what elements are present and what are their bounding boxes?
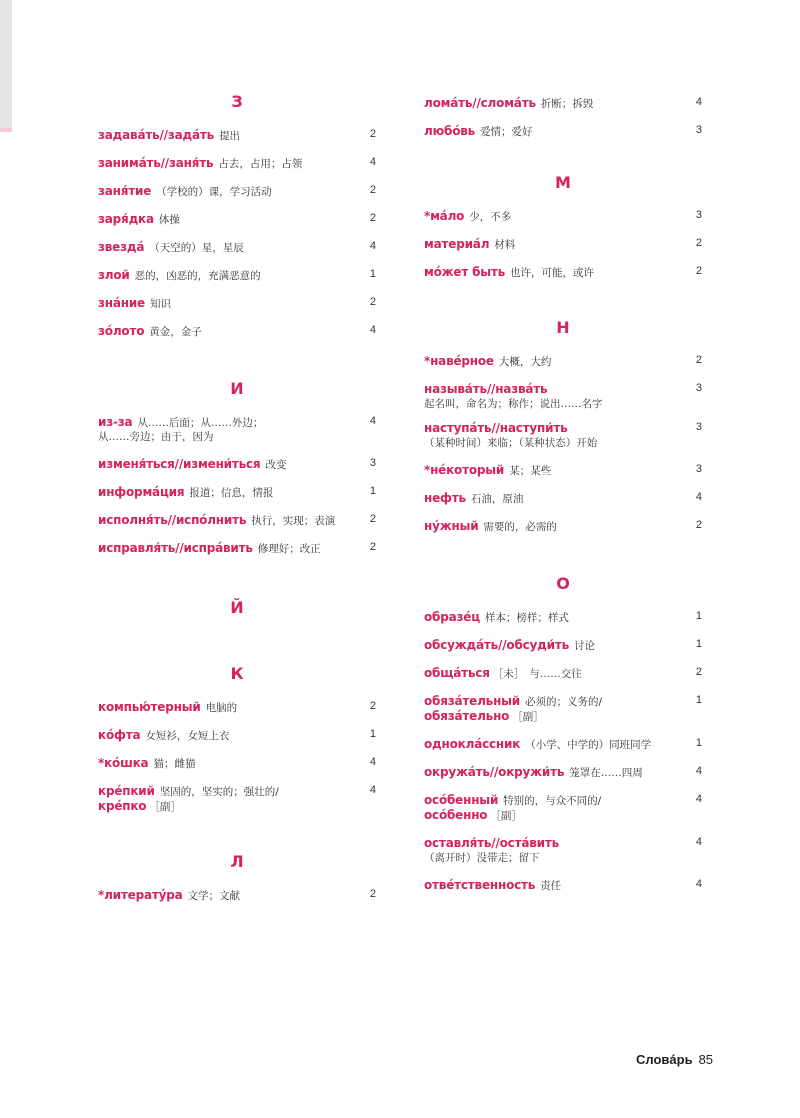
- lesson-number: 1: [369, 728, 376, 740]
- dictionary-entry: [424, 694, 702, 724]
- dictionary-entry: [424, 96, 702, 111]
- entry-word: зóлото: [98, 324, 145, 338]
- dictionary-entry: [98, 513, 376, 528]
- entry-word: заря́дка: [98, 212, 154, 226]
- entry-translation: （天空的）星，星辰: [149, 242, 244, 254]
- entry-word: ломáть//сломáть: [424, 96, 536, 110]
- lesson-number: 4: [369, 240, 376, 252]
- dictionary-entry: [98, 728, 376, 743]
- entry-word: занимáть//заня́ть: [98, 156, 214, 170]
- dictionary-entry: [424, 421, 702, 450]
- entry-translation: 黄金，金子: [149, 326, 202, 338]
- entry-word: любóвь: [424, 124, 476, 138]
- dictionary-entry: [424, 666, 702, 681]
- section-letter: Н: [556, 318, 570, 337]
- lesson-number: 3: [695, 124, 702, 136]
- part-of-speech-tag: ［未］: [492, 668, 525, 680]
- dictionary-entry: [424, 793, 702, 823]
- lesson-number: 4: [369, 156, 376, 168]
- dictionary-entry: [424, 836, 702, 865]
- dictionary-entry: [424, 354, 702, 369]
- lesson-number: 2: [695, 354, 702, 366]
- section-letter: Л: [230, 852, 244, 871]
- entry-translation: 特别的，与众不同的/: [503, 795, 602, 807]
- dictionary-entry: [424, 209, 702, 224]
- page-footer: [636, 1052, 713, 1067]
- lesson-number: 4: [695, 878, 702, 890]
- section-letter: М: [555, 173, 571, 192]
- dictionary-entry: [98, 888, 376, 903]
- lesson-number: 2: [369, 541, 376, 553]
- lesson-number: 2: [369, 888, 376, 900]
- entry-translation: 材料: [494, 239, 516, 251]
- lesson-number: 3: [695, 382, 702, 394]
- lesson-number: 2: [369, 700, 376, 712]
- lesson-number: 1: [695, 737, 702, 749]
- dictionary-entry: [424, 382, 702, 411]
- dictionary-entry: [98, 128, 376, 143]
- entry-word: нýжный: [424, 519, 479, 533]
- entry-word: мóжет быть: [424, 265, 506, 279]
- section-m: [424, 173, 702, 280]
- entry-translation: 某；某些: [509, 465, 552, 477]
- lesson-number: 1: [695, 610, 702, 622]
- entry-translation: 从……后面；从……外边；: [137, 417, 264, 429]
- dictionary-entry: [98, 541, 376, 556]
- dictionary-entry: [98, 415, 376, 444]
- entry-translation: 执行，实现；表演: [251, 515, 336, 527]
- entry-translation-continued: （离开时）没带走；留下: [424, 852, 540, 864]
- section-letter: З: [231, 92, 243, 111]
- dictionary-entry: [98, 240, 376, 255]
- entry-word: задавáть//задáть: [98, 128, 215, 142]
- section-letter: О: [556, 574, 570, 593]
- dictionary-entry: [424, 463, 702, 478]
- dictionary-entry: [98, 457, 376, 472]
- entry-translation: 与……交往: [529, 668, 582, 680]
- section-i-kratkoye: [98, 598, 376, 618]
- dictionary-entry: [98, 485, 376, 500]
- part-of-speech-tag: ［副］: [149, 801, 181, 813]
- entry-translation-continued: 起名叫，命名为；称作；说出……名字: [424, 398, 603, 410]
- dictionary-entry: [424, 491, 702, 506]
- lesson-number: 3: [369, 457, 376, 469]
- entry-word: заня́тие: [98, 184, 152, 198]
- lesson-number: 1: [695, 694, 702, 706]
- entry-word: *навéрное: [424, 354, 494, 368]
- entry-translation: 猫；雌猫: [153, 758, 196, 770]
- section-letter: И: [230, 379, 244, 398]
- section-l-continued: [424, 96, 702, 139]
- entry-word: исполня́ть//испóлнить: [98, 513, 247, 527]
- lesson-number: 2: [369, 212, 376, 224]
- section-i: [98, 379, 376, 556]
- entry-word: одноклáссник: [424, 737, 521, 751]
- lesson-number: 2: [369, 184, 376, 196]
- dictionary-entry: [424, 765, 702, 780]
- dictionary-entry: [424, 878, 702, 893]
- entry-word: компью́терный: [98, 700, 201, 714]
- lesson-number: 4: [695, 96, 702, 108]
- page-number: 85: [698, 1052, 714, 1067]
- entry-translation: 石油，原油: [470, 493, 524, 505]
- lesson-number: 2: [369, 296, 376, 308]
- entry-translation: （小学、中学的）同班同学: [525, 739, 652, 751]
- entry-translation: 讨论: [574, 640, 595, 652]
- entry-translation: 必须的；义务的/: [525, 696, 603, 708]
- entry-word: крéпкий: [98, 784, 155, 798]
- page-edge-tab: [0, 0, 12, 128]
- lesson-number: 4: [369, 784, 376, 796]
- dictionary-entry: [98, 756, 376, 771]
- lesson-number: 4: [695, 836, 702, 848]
- lesson-number: 4: [695, 491, 702, 503]
- lesson-number: 3: [695, 463, 702, 475]
- lesson-number: 2: [369, 513, 376, 525]
- entry-translation: 文学；文献: [187, 890, 241, 902]
- entry-translation: 恶的，凶恶的，充满恶意的: [134, 270, 261, 282]
- section-l: [98, 852, 376, 903]
- lesson-number: 1: [369, 268, 376, 280]
- lesson-number: 2: [695, 519, 702, 531]
- section-z: [98, 92, 376, 339]
- dictionary-entry: [424, 519, 702, 534]
- entry-word: изменя́ться//измени́ться: [98, 457, 261, 471]
- dictionary-entry: [424, 265, 702, 280]
- entry-word: нефть: [424, 491, 466, 505]
- entry-word: звездá: [98, 240, 145, 254]
- entry-translation: 需要的，必需的: [483, 521, 557, 533]
- entry-translation: 占去，占用；占领: [218, 158, 303, 170]
- entry-translation: 电脑的: [205, 702, 238, 714]
- dictionary-column-right: [424, 88, 702, 893]
- entry-word: окружáть//окружи́ть: [424, 765, 565, 779]
- part-of-speech-tag: ［副］: [490, 810, 522, 822]
- entry-translation: 笼罩在……四周: [569, 767, 643, 779]
- dictionary-entry: [98, 324, 376, 339]
- entry-word: общáться: [424, 666, 490, 680]
- lesson-number: 2: [695, 265, 702, 277]
- section-n: [424, 318, 702, 534]
- lesson-number: 1: [695, 638, 702, 650]
- lesson-number: 4: [369, 756, 376, 768]
- entry-word: материáл: [424, 237, 490, 251]
- entry-word: информáция: [98, 485, 185, 499]
- dictionary-entry: [424, 124, 702, 139]
- running-title: Словáрь: [636, 1052, 693, 1067]
- entry-word: *литератýра: [98, 888, 183, 902]
- lesson-number: 1: [369, 485, 376, 497]
- section-letter: Й: [230, 598, 244, 617]
- section-letter: К: [230, 664, 244, 683]
- lesson-number: 3: [695, 421, 702, 433]
- lesson-number: 4: [695, 793, 702, 805]
- dictionary-entry: [98, 296, 376, 311]
- entry-word: отвéтственность: [424, 878, 536, 892]
- dictionary-entry: [98, 784, 376, 814]
- entry-word: из-за: [98, 415, 133, 429]
- entry-word: злой: [98, 268, 130, 282]
- dictionary-entry: [98, 268, 376, 283]
- entry-word: знáние: [98, 296, 145, 310]
- lesson-number: 4: [695, 765, 702, 777]
- entry-word: наступáть//наступи́ть: [424, 421, 568, 435]
- entry-translation: 知识: [150, 298, 171, 310]
- entry-translation: 报道；信息，情报: [189, 487, 274, 499]
- section-o: [424, 574, 702, 893]
- entry-word: *мáло: [424, 209, 465, 223]
- entry-translation: 女短衫，女短上衣: [145, 730, 230, 742]
- dictionary-entry: [98, 156, 376, 171]
- entry-word-adverb: осóбенно: [424, 808, 488, 822]
- entry-word: обсуждáть//обсуди́ть: [424, 638, 569, 652]
- dictionary-entry: [424, 638, 702, 653]
- entry-word: осóбенный: [424, 793, 499, 807]
- dictionary-entry: [424, 237, 702, 252]
- dictionary-entry: [424, 737, 702, 752]
- dictionary-entry: [424, 610, 702, 625]
- entry-translation: 爱情；爱好: [480, 126, 533, 138]
- entry-word: оставля́ть//остáвить: [424, 836, 559, 850]
- entry-translation: （学校的）课，学习活动: [156, 186, 272, 198]
- entry-word: обязáтельный: [424, 694, 521, 708]
- entry-translation: 折断；拆毁: [540, 98, 594, 110]
- entry-translation: 坚固的，坚实的；强壮的/: [159, 786, 279, 798]
- entry-word: называ́ть//назвáть: [424, 382, 548, 396]
- entry-word-adverb: крéпко: [98, 799, 147, 813]
- entry-translation: 改变: [265, 459, 287, 471]
- lesson-number: 2: [695, 237, 702, 249]
- entry-word: кóфта: [98, 728, 141, 742]
- entry-translation: 样本；榜样；样式: [484, 612, 569, 624]
- entry-translation: 大概，大约: [498, 356, 552, 368]
- dictionary-column-left: [98, 88, 376, 903]
- lesson-number: 2: [695, 666, 702, 678]
- entry-word: исправля́ть//испрáвить: [98, 541, 253, 555]
- entry-word: *нéкоторый: [424, 463, 505, 477]
- entry-translation: 提出: [219, 130, 241, 142]
- section-k: [98, 664, 376, 814]
- entry-word: образéц: [424, 610, 480, 624]
- part-of-speech-tag: ［副］: [512, 711, 544, 723]
- lesson-number: 3: [695, 209, 702, 221]
- lesson-number: 4: [369, 324, 376, 336]
- entry-translation: 少，不多: [469, 211, 512, 223]
- entry-translation: 责任: [540, 880, 562, 892]
- lesson-number: 4: [369, 415, 376, 427]
- entry-word-adverb: обязáтельно: [424, 709, 510, 723]
- entry-translation: 修理好；改正: [257, 543, 321, 555]
- entry-word: *кóшка: [98, 756, 149, 770]
- dictionary-entry: [98, 700, 376, 715]
- entry-translation: 也许，可能，或许: [510, 267, 595, 279]
- entry-translation-continued: 从……旁边；由于，因为: [98, 431, 214, 443]
- lesson-number: 2: [369, 128, 376, 140]
- dictionary-entry: [98, 184, 376, 199]
- entry-translation: 体操: [158, 214, 180, 226]
- dictionary-entry: [98, 212, 376, 227]
- entry-translation-continued: （某种时间）来临；（某种状态）开始: [424, 437, 598, 449]
